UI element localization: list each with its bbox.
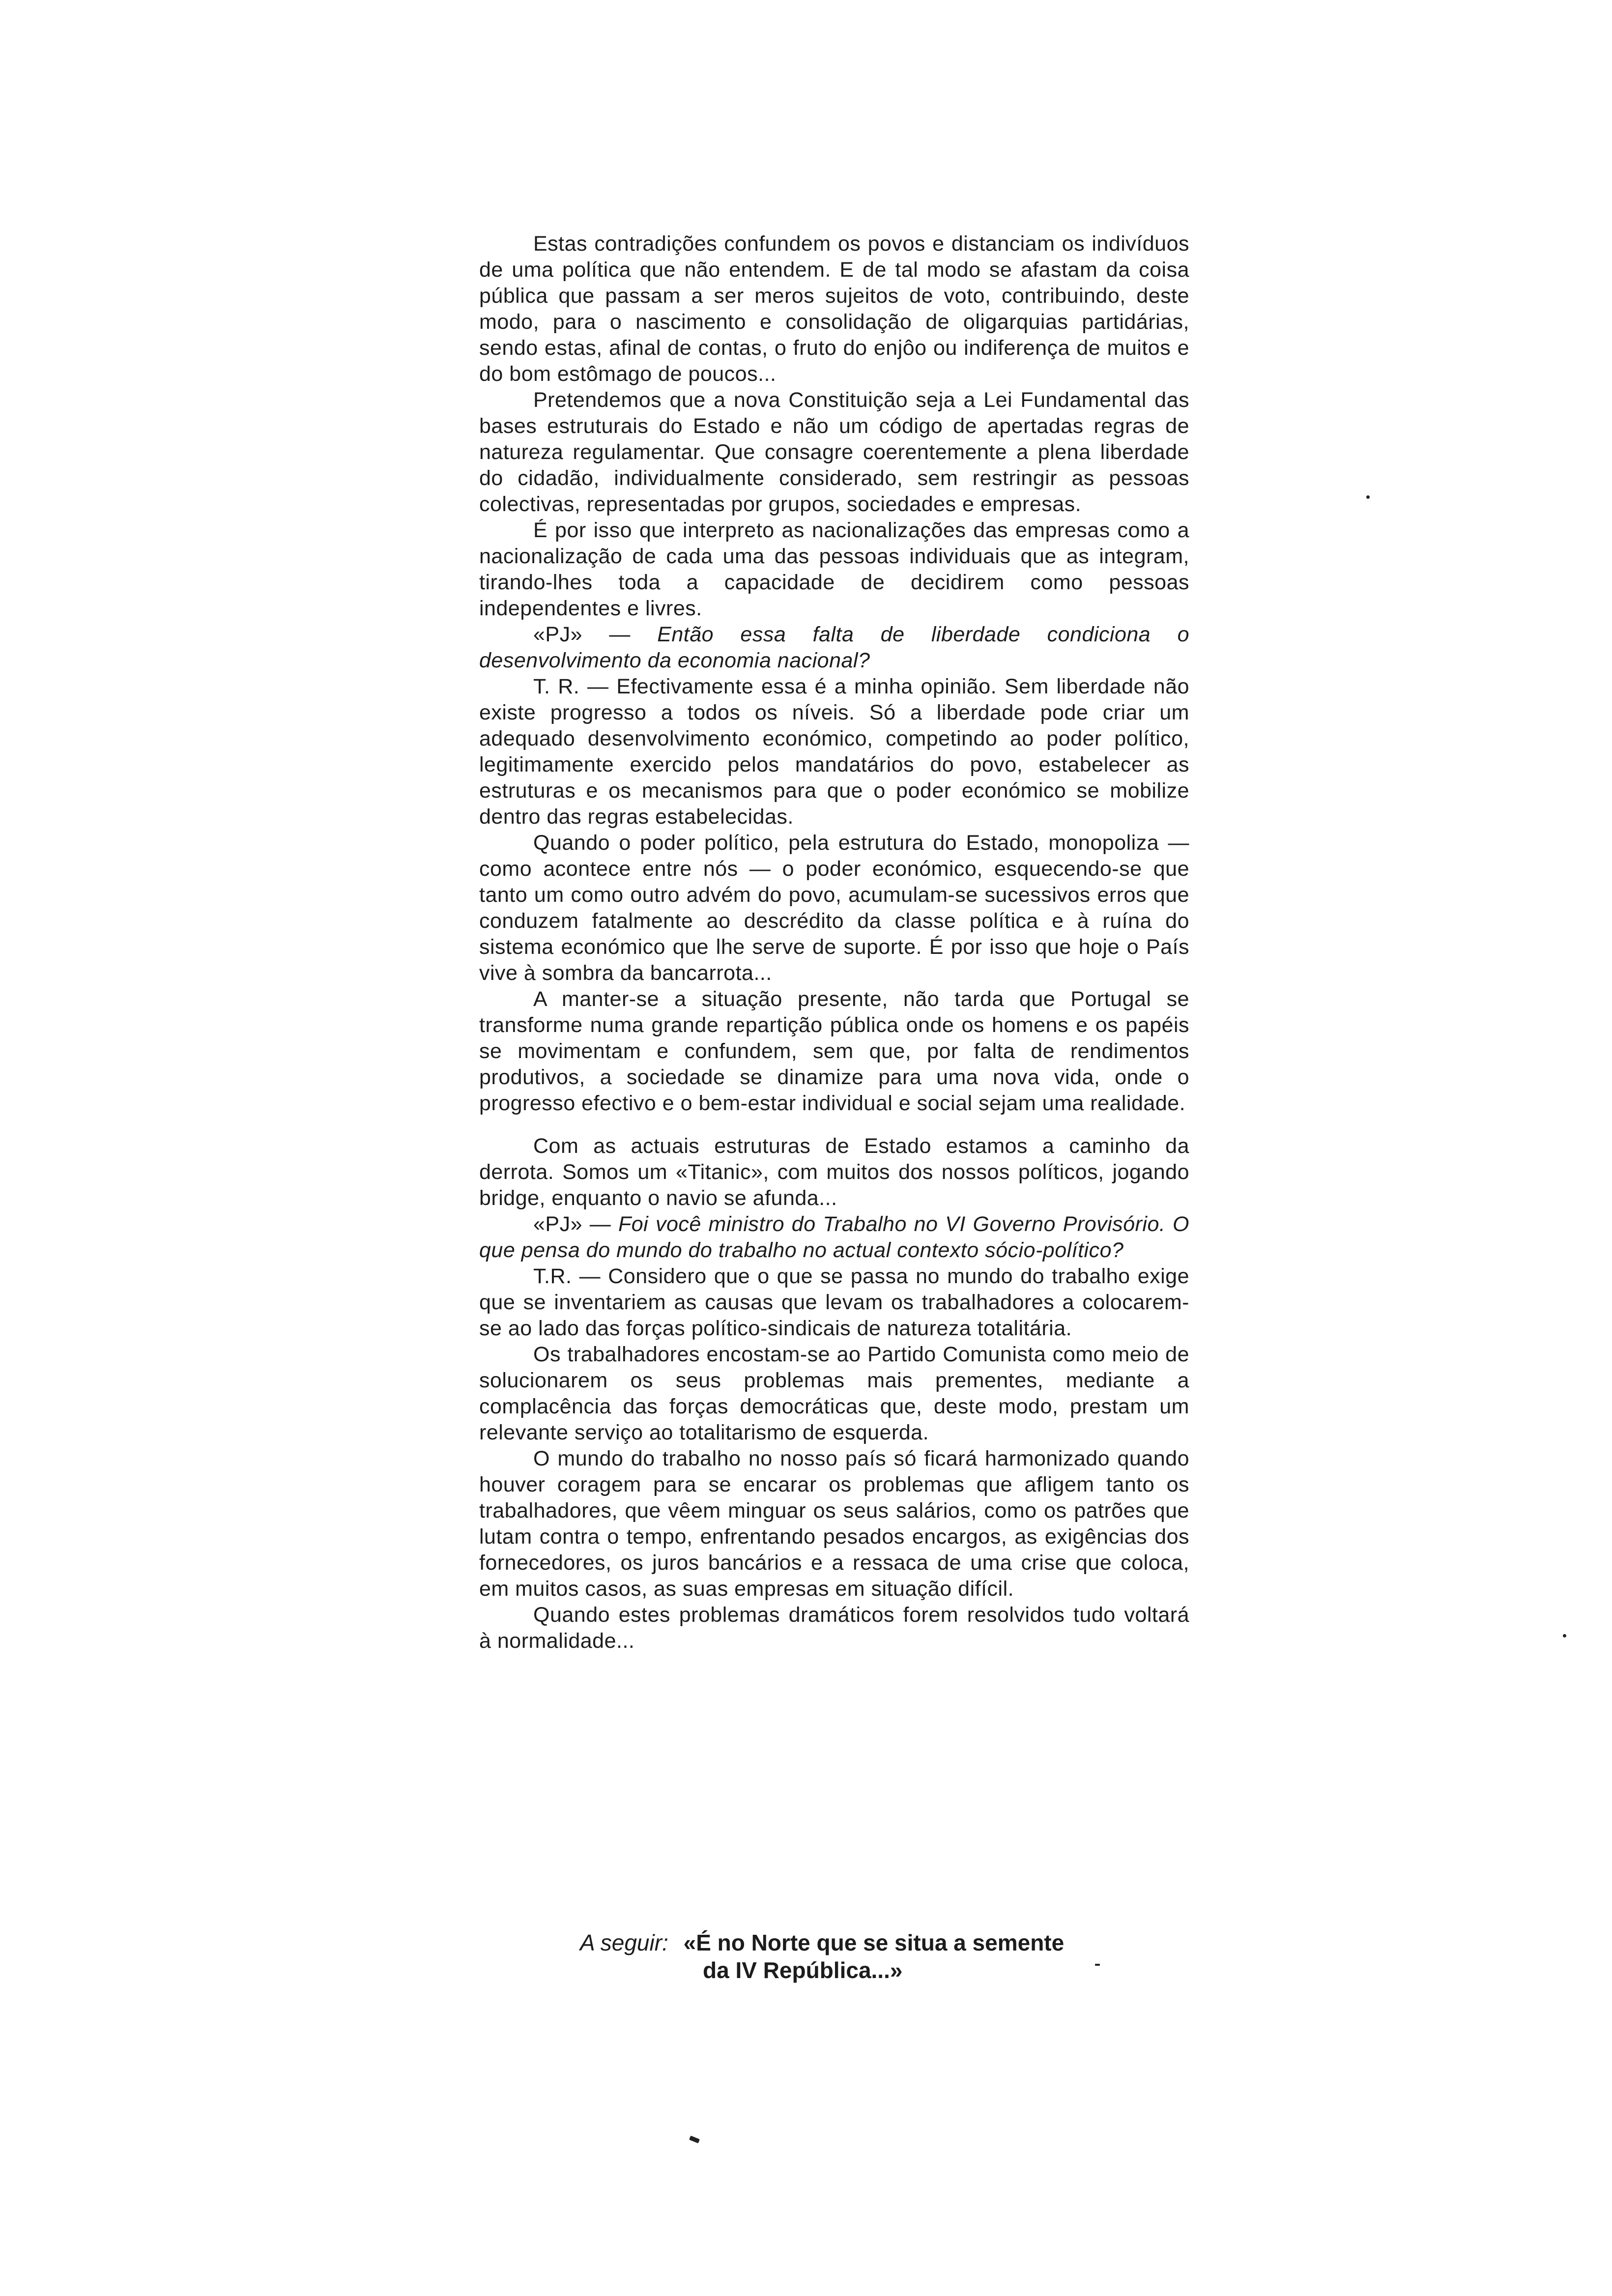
scan-speck	[1563, 1634, 1566, 1637]
scan-speck	[1366, 495, 1370, 499]
article-body	[479, 231, 1189, 1654]
paragraph: O mundo do trabalho no nosso país só ficará harmonizado quando houver coragem para se encarar os problemas que afligem tanto os trabalhadores, que vêem minguar os seus salários, como os patrões que lutam contra o tempo, enfrentando pesados encargos, as exigências dos fornecedores, os juros bancários e a ressaca de uma crise que coloca, em muitos casos, as suas empresas em situação difícil.	[479, 1447, 1189, 1601]
question-text: Então essa falta de liberdade condiciona o desenvolvimento da economia nacional?	[479, 623, 1189, 672]
continuation-note	[580, 1929, 1189, 1984]
paragraph: Com as actuais estruturas de Estado estamos a caminho da derrota. Somos um «Titanic», com muitos dos nossos políticos, jogando bridge, enquanto o navio se afunda...	[479, 1134, 1189, 1210]
interview-question	[479, 622, 1189, 674]
scan-speck	[1095, 1964, 1100, 1966]
paragraph: Os trabalhadores encostam-se ao Partido Comunista como meio de solucionarem os seus problemas mais prementes, mediante a complacência das forças democráticas que, deste modo, prestam um relevante serviço ao totalitarismo de esquerda.	[479, 1343, 1189, 1444]
interviewer-tag: «PJ» —	[533, 1212, 611, 1236]
paragraph: Quando estes problemas dramáticos forem resolvidos tudo voltará à normalidade...	[479, 1603, 1189, 1653]
paragraph: T.R. — Considero que o que se passa no mundo do trabalho exige que se inventariem as causas que levam os trabalhadores a colocarem-se ao lado das forças político-sindicais de natureza totalitária.	[479, 1264, 1189, 1340]
paragraph: A manter-se a situação presente, não tarda que Portugal se transforme numa grande repartição pública onde os homens e os papéis se movimentam e confundem, sem que, por falta de rendimentos produtivos, a sociedade se dinamize para uma nova vida, onde o progresso efectivo e o bem-estar individual e social sejam uma realidade.	[479, 987, 1189, 1115]
interview-question	[479, 1211, 1189, 1263]
paragraph: Quando o poder político, pela estrutura do Estado, monopoliza — como acontece entre nós — o poder económico, esquecendo-se que tanto um como outro advém do povo, acumulam-se sucessivos erros que conduzem fatalmente ao descrédito da classe política e à ruína do sistema económico que lhe serve de suporte. É por isso que hoje o País vive à sombra da bancarrota...	[479, 831, 1189, 985]
paragraph: É por isso que interpreto as nacionalizações das empresas como a nacionalização de cada uma das pessoas individuais que as integram, tirando-lhes toda a capacidade de decidirem como pessoas independentes e livres.	[479, 518, 1189, 620]
question-text: Foi você ministro do Trabalho no VI Governo Provisório. O que pensa do mundo do trabalho no actual contexto sócio-político?	[479, 1212, 1189, 1262]
paragraph: Estas contradições confundem os povos e distanciam os indivíduos de uma política que não entendem. E de tal modo se afastam da coisa pública que passam a ser meros sujeitos de voto, contribuindo, deste modo, para o nascimento e consolidação de oligarquias partidárias, sendo estas, afinal de contas, o fruto do enjôo ou indiferença de muitos e do bom estômago de poucos...	[479, 232, 1189, 386]
scan-speck	[689, 2136, 700, 2144]
continuation-title-line-2: da IV República...»	[703, 1957, 903, 1983]
continuation-title-line-1: «É no Norte que se situa a semente	[683, 1930, 1065, 1955]
continuation-label: A seguir:	[580, 1930, 668, 1955]
interviewer-tag: «PJ» —	[533, 623, 631, 646]
paragraph: T. R. — Efectivamente essa é a minha opinião. Sem liberdade não existe progresso a todos os níveis. Só a liberdade pode criar um adequado desenvolvimento económico, competindo ao poder político, legitimamente exercido pelos mandatários do povo, estabelecer as estruturas e os mecanismos para que o poder económico se mobilize dentro das regras estabelecidas.	[479, 675, 1189, 829]
paragraph: Pretendemos que a nova Constituição seja a Lei Fundamental das bases estruturais do Estado e não um código de apertadas regras de natureza regulamentar. Que consagre coerentemente a plena liberdade do cidadão, individualmente considerado, sem restringir as pessoas colectivas, representadas por grupos, sociedades e empresas.	[479, 388, 1189, 516]
